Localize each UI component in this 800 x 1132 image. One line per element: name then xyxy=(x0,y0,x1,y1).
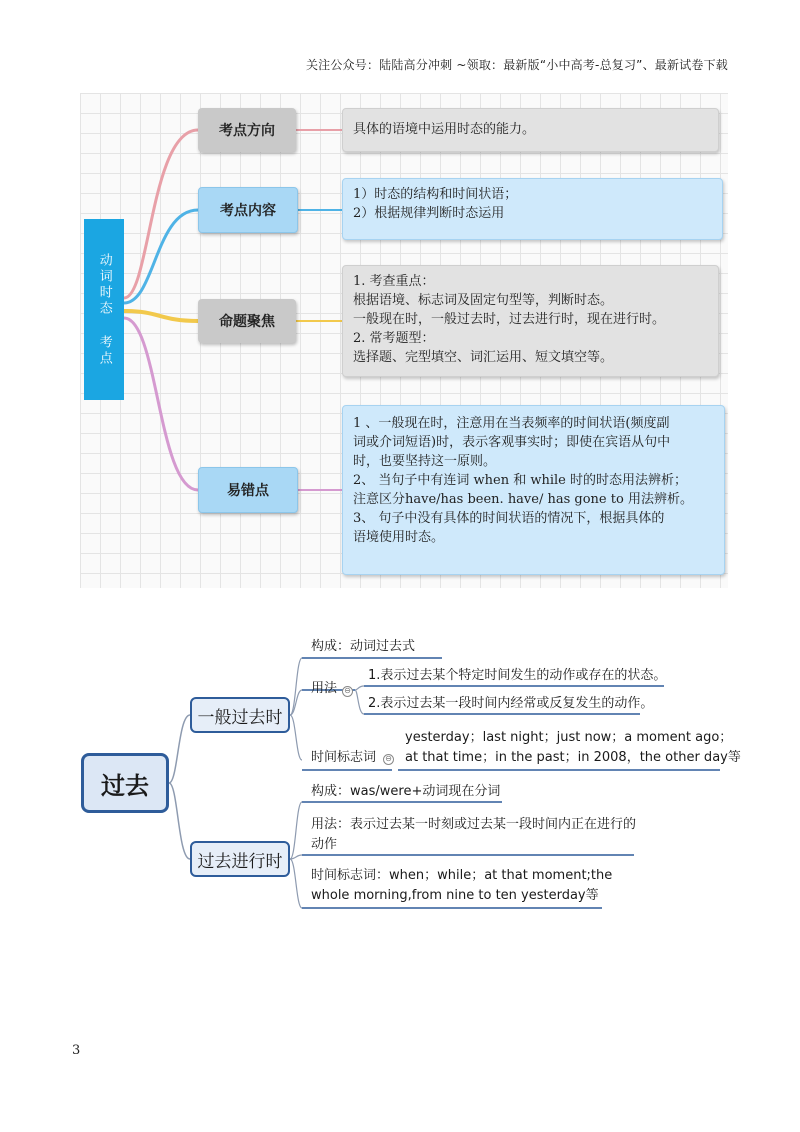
leaf-line: 具体的语境中运用时态的能力。 xyxy=(353,122,536,137)
leaf-line: 时，也要坚持这一原则。 xyxy=(353,454,497,469)
leaf-line: 3、 句子中没有具体的时间状语的情况下，根据具体的 xyxy=(353,511,665,526)
branch-yicuodian: 易错点 xyxy=(198,467,298,513)
tense-mindmap xyxy=(80,93,728,588)
ps-time-line-1: yesterday；last night；just now；a moment ago； xyxy=(405,730,733,745)
link-root-past-progressive xyxy=(169,783,190,859)
link-ps-structure xyxy=(290,658,302,715)
leaf-line: 1 、一般现在时，注意用在当表频率的时间状语(频度副 xyxy=(353,416,670,431)
header-note: 关注公众号：陆陆高分冲刺 ~领取：最新版“小中高考-总复习”、最新试卷下载 xyxy=(305,58,728,72)
leaf-line: 2. 常考题型： xyxy=(353,331,435,346)
ps-structure-text: 构成：动词过去式 xyxy=(311,639,416,654)
branch-kaodian-fangxiang: 考点方向 xyxy=(198,108,296,152)
ps-usage-item-2: 2.表示过去某一段时间内经常或反复发生的动作。 xyxy=(368,696,654,711)
pp-time-line-2: whole morning,from nine to ten yesterday等 xyxy=(311,888,599,903)
page-number: 3 xyxy=(72,1043,81,1058)
ps-usage-label: 用法 xyxy=(311,681,338,696)
leaf-line: 2）根据规律判断时态运用 xyxy=(353,206,505,221)
leaf-line: 一般现在时，一般过去时，过去进行时，现在进行时。 xyxy=(353,312,666,327)
ps-time-line-2: at that time；in the past；in 2008，the other day等 xyxy=(405,750,741,765)
root-node: 动词时态 考点 xyxy=(84,219,124,400)
pp-structure-text: 构成：was/were+动词现在分词 xyxy=(311,784,501,799)
branch-kaodian-neirong: 考点内容 xyxy=(198,187,298,233)
leaf-yicuodian xyxy=(342,405,725,575)
link-root-yicuo xyxy=(124,318,198,490)
link-root-past-simple xyxy=(169,715,190,783)
link-ps-time xyxy=(290,715,302,760)
leaf-kaodian-fangxiang xyxy=(342,108,719,152)
leaf-line: 语境使用时态。 xyxy=(353,530,445,545)
link-pp-structure xyxy=(290,802,302,859)
node-past-progressive: 过去进行时 xyxy=(190,841,290,877)
pp-usage-line-1: 用法：表示过去某一时刻或过去某一段时间内正在进行的 xyxy=(311,817,637,832)
leaf-mingti-jujiao xyxy=(342,265,719,377)
link-pp-time xyxy=(290,859,302,908)
branch-mingti-jujiao: 命题聚焦 xyxy=(198,299,296,343)
pp-time-line-1: 时间标志词：when；while；at that moment;the xyxy=(311,868,613,883)
leaf-line: 根据语境、标志词及固定句型等，判断时态。 xyxy=(353,293,614,308)
leaf-line: 2、 当句子中有连词 when 和 while 时的时态用法辨析； xyxy=(353,473,688,488)
leaf-line: 1）时态的结构和时间状语； xyxy=(353,187,518,202)
link-usage-item2 xyxy=(355,690,364,714)
pp-usage-line-2: 动作 xyxy=(311,837,338,852)
link-usage-item1 xyxy=(355,686,364,690)
past-tense-mindmap xyxy=(0,610,800,920)
ps-usage-item-1: 1.表示过去某个特定时间发生的动作或存在的状态。 xyxy=(368,668,667,683)
ps-time-label: 时间标志词 xyxy=(311,750,377,765)
collapse-icon[interactable]: ⊖ xyxy=(342,686,353,697)
link-root-jujiao xyxy=(124,311,198,321)
leaf-line: 词或介词短语)时，表示客观事实时；即使在宾语从句中 xyxy=(353,435,671,450)
leaf-line: 1. 考查重点： xyxy=(353,274,435,289)
leaf-line: 注意区分have/has been. have/ has gone to 用法辨析。 xyxy=(353,492,693,507)
root-node-past: 过去 xyxy=(81,753,169,813)
leaf-line: 选择题、完型填空、词汇运用、短文填空等。 xyxy=(353,350,614,365)
node-past-simple: 一般过去时 xyxy=(190,697,290,733)
collapse-icon[interactable]: ⊖ xyxy=(383,754,394,765)
leaf-kaodian-neirong xyxy=(342,178,723,240)
